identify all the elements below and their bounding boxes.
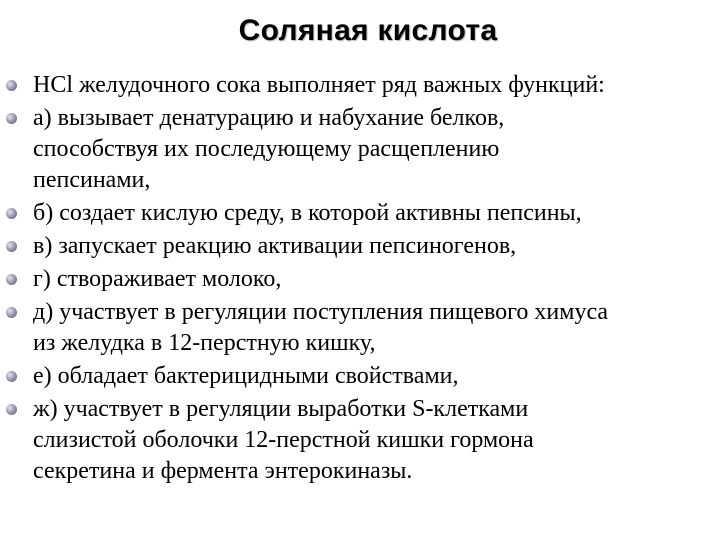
bullet-text: б) создает кислую среду, в которой активны пепсины, [33,200,582,226]
bullet-text: слизистой оболочки 12-перстной кишки гормона [33,427,534,453]
bullet-item-v [0,231,720,262]
bullet-text: в) запускает реакцию активации пепсиногенов, [33,233,517,259]
slide-title [0,14,720,48]
bullet-dot-icon [6,371,17,382]
bullet-text: г) створаживает молоко, [33,266,282,292]
bullet-item-e [0,361,720,392]
bullet-dot-icon [6,241,17,252]
bullet-item-a [0,103,720,196]
bullet-list [0,70,720,489]
bullet-dot-icon [6,113,17,124]
bullet-text: д) участвует в регуляции поступления пищевого химуса [33,299,609,325]
bullet-item-hcl-functions [0,70,720,101]
bullet-item-d [0,297,720,359]
bullet-text: ж) участвует в регуляции выработки S-клетками [33,396,529,422]
bullet-item-g [0,264,720,295]
bullet-item-b [0,198,720,229]
bullet-dot-icon [6,208,17,219]
bullet-text: из желудка в 12-перстную кишку, [33,330,376,356]
bullet-dot-icon [6,404,17,415]
bullet-text: а) вызывает денатурацию и набухание белков, [33,105,505,131]
bullet-dot-icon [6,274,17,285]
slide-title-text: Соляная кислота [238,14,498,47]
bullet-dot-icon [6,307,17,318]
bullet-text: е) обладает бактерицидными свойствами, [33,363,459,389]
bullet-text: пепсинами, [33,167,151,193]
bullet-text: HCl желудочного сока выполняет ряд важных функций: [33,72,605,98]
bullet-text: способствуя их последующему расщеплению [33,136,500,162]
bullet-dot-icon [6,80,17,91]
bullet-text: секретина и фермента энтерокиназы. [33,458,413,484]
bullet-item-zh [0,394,720,487]
